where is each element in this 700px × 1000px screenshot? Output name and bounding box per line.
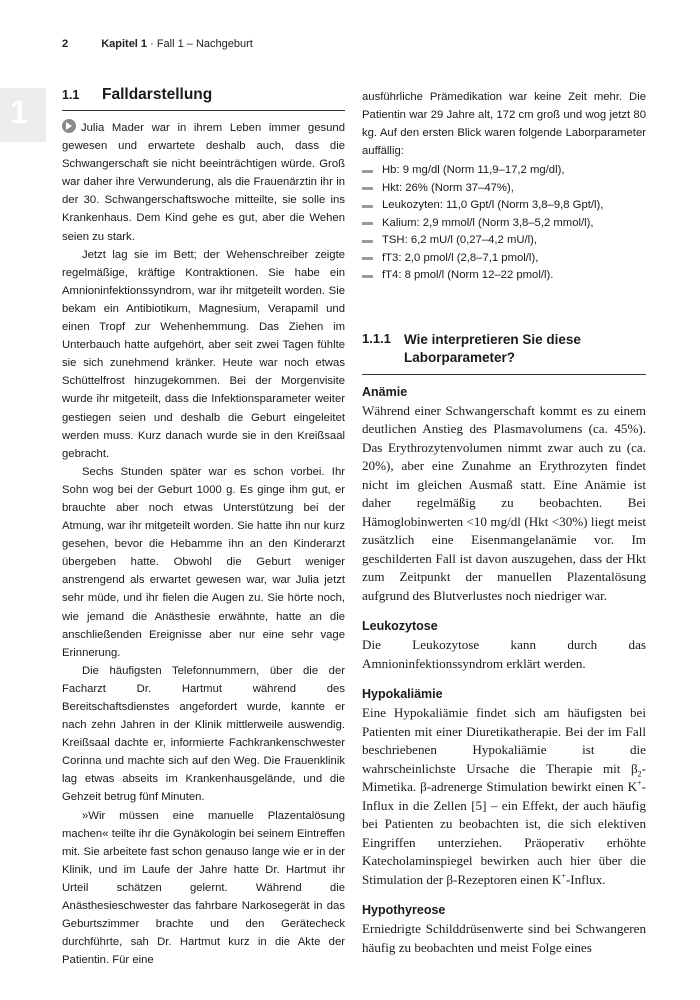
text-segment: Eine Hypokaliämie findet sich am häufigsten bei Patienten mit einer Diuretikatherapie. Bei der im Fall beschriebenen Hypokaliämie ist die wahrscheinlichste Ursache die Therapie mit β <box>362 705 646 776</box>
dash-bullet-icon <box>362 222 373 225</box>
lab-values-list <box>362 162 646 285</box>
dash-bullet-icon <box>362 275 373 278</box>
lab-value-hkt: Hkt: 26% (Norm 37–47%), <box>382 181 514 194</box>
lab-value-kalium: Kalium: 2,9 mmol/l (Norm 3,8–5,2 mmol/l), <box>382 216 594 229</box>
list-item <box>362 197 646 215</box>
text-segment: -Influx in die Zellen [5] – ein Effekt, der auch häufig bei Patienten zu beobachten ist, die sich elektiven Eingriffen unterziehen. Präoperativ erhöhte Katecholaminspiegel bewirken auch hier über die Stimulation der β-Rezeptoren einen K <box>362 779 646 887</box>
lab-value-hb: Hb: 9 mg/dl (Norm 11,9–17,2 mg/dl), <box>382 164 565 177</box>
superscript: + <box>561 871 566 881</box>
subsection-heading <box>362 331 646 375</box>
play-arrow-icon <box>62 119 76 133</box>
section-number: 1.1 <box>62 88 80 102</box>
topic-text-hypokalaemie <box>362 704 646 889</box>
topic-heading-leukozytose: Leukozytose <box>362 619 438 634</box>
chapter-tab-number: 1 <box>10 94 28 130</box>
case-paragraph: Die häufigsten Telefonnummern, über die der Facharzt Dr. Hartmut während des Bereitschaftsdienstes angefordert wurde, kannte er nach zehn Jahren in der Klinik mittlerweile auswendig. Kreißsaal dachte er, informierte Fachkrankenschwester Corinna und machte sich auf den Weg. Die Frauenklinik lag etwas abseits im Krankenhausgelände, und die Gehzeit betrug fünf Minuten. <box>62 664 345 804</box>
right-column <box>362 88 646 957</box>
case-label: Fall 1 – Nachgeburt <box>156 38 253 50</box>
subscript: 2 <box>637 769 642 779</box>
list-item <box>362 162 646 180</box>
dash-bullet-icon <box>362 187 373 190</box>
topic-text-anaemie: Während einer Schwangerschaft kommt es zu einem deutlichen Anstieg des Plasmavolumens (ca. 45%). Das Erythrozytenvolumen nimmt zwar auch zu (ca. 20%), aber eine Zunahme an Erythrozyten findet nicht im gleichen Ausmaß statt. Eine Anämie ist daher regelmäßig zu beobachten. Bei Hämoglobinwerten <10 mg/dl (Hkt <30%) liegt meist zusätzlich eine Eisenmangelanämie vor. Im geschilderten Fall ist davon auszugehen, dass der Hkt zum Zeitpunkt der manuellen Plazentalösung aufgrund des Blutverlustes noch niedriger war. <box>362 402 646 603</box>
list-item <box>362 267 646 285</box>
lab-value-tsh: TSH: 6,2 mU/l (0,27–4,2 mU/l), <box>382 234 538 247</box>
header-separator: · <box>147 38 157 50</box>
dash-bullet-icon <box>362 205 373 208</box>
case-paragraph <box>62 119 345 246</box>
chapter-tab <box>0 88 46 142</box>
subsection-number: 1.1.1 <box>362 330 391 346</box>
text-segment: -Mimetika. β-adrenerge Stimulation bewirkt einen K <box>362 760 646 795</box>
list-item <box>362 180 646 198</box>
topic-heading-hypokalaemie: Hypokaliämie <box>362 687 443 702</box>
case-paragraph: Sechs Stunden später war es schon vorbei. Ihr Sohn wog bei der Geburt 1000 g. Es ginge ihm gut, er brauchte aber noch etwas Unterstützung bei der Atmung, war ihr mitgeteilt worden. Sie hatte ihn nur kurz gesehen, bevor die Hebamme ihn an den Kinderarzt übergeben hatte. Obwohl die Geburt weniger anstrengend als erwartet gewesen war, war Julia jetzt sehr müde, und ihr fielen die Augen zu. Sie hörte noch, wie jemand die Anästhesie erwähnte, hatte an die anschließenden Ereignisse aber nur eine sehr vage Erinnerung. <box>62 465 345 659</box>
lab-value-leukozyten: Leukozyten: 11,0 Gpt/l (Norm 3,8–9,8 Gpt/l), <box>382 199 604 212</box>
case-paragraph: »Wir müssen eine manuelle Plazentalösung machen« teilte ihr die Gynäkologin bei seinem Eintreffen mit. Sie arbeitete fast schon genauso lange wie er in der Klinik, und im Laufe der Jahre hatte Dr. Hartmut ihr Urteil schätzen gelernt. Während die Anästhesieschwester das fahrbare Narkosegerät in das Geburtszimmer brachte und den Gerätecheck durchführte, sah Dr. Hartmut kurz in die Akte der Patientin. Für eine <box>62 809 345 967</box>
list-item <box>362 232 646 250</box>
case-paragraph-text: Julia Mader war in ihrem Leben immer gesund gewesen und erwartete deshalb auch, dass die Schwangerschaft sie nicht beeinträchtigen würde. Groß war daher ihre Verwunderung, als die Frauenärztin ihr in der 30. Schwangerschaftswoche mitteilte, sie solle ins Krankenhaus. Dem Kind gehe es gut, aber die Wehen seien zu stark. <box>62 122 345 243</box>
topic-text-hypothyreose: Erniedrigte Schilddrüsenwerte sind bei Schwangeren häufig zu beobachten und meist Folge eines <box>362 921 646 955</box>
topic-heading-anaemie: Anämie <box>362 384 408 399</box>
page-number: 2 <box>62 38 69 50</box>
case-paragraph-continued: ausführliche Prämedikation war keine Zeit mehr. Die Patientin war 29 Jahre alt, 172 cm groß und wog jetzt 80 kg. Auf den ersten Blick waren folgende Laborparameter auffällig: <box>362 91 646 158</box>
dash-bullet-icon <box>362 170 373 173</box>
left-column <box>62 86 345 969</box>
list-item <box>362 250 646 268</box>
chapter-label: Kapitel 1 <box>101 38 148 50</box>
lab-value-ft4: fT4: 8 pmol/l (Norm 12–22 pmol/l). <box>382 269 554 282</box>
section-heading <box>62 86 345 111</box>
superscript: + <box>637 779 642 789</box>
topic-heading-hypothyreose: Hypothyreose <box>362 903 446 918</box>
text-segment: -Influx. <box>565 871 606 887</box>
list-item <box>362 215 646 233</box>
running-header <box>62 38 253 50</box>
subsection-title: Wie interpretieren Sie diese Laborparameter? <box>404 331 581 365</box>
dash-bullet-icon <box>362 240 373 243</box>
dash-bullet-icon <box>362 257 373 260</box>
topic-text-leukozytose: Die Leukozytose kann durch das Amnioninfektionssyndrom erklärt werden. <box>362 637 646 671</box>
section-title: Falldarstellung <box>102 86 213 103</box>
case-paragraph: Jetzt lag sie im Bett; der Wehenschreiber zeigte regelmäßige, kräftige Kontraktionen. Sie habe ein Amnioninfektionssyndrom, war ihr mitgeteilt worden. Sie bekam ein Antibiotikum, Magnesium, Verapamil und einen Tropf zur Wehenhemmung. Das Ziehen im Unterbauch hatte aufgehört, aber seit zwei Tagen fühlte sie sich zunehmend kränker. Heute war noch etwas Schüttelfrost hinzugekommen. Bei der Morgenvisite wurde ihr mitgeteilt, dass die Infektionsparameter weiter gestiegen seien und deshalb die Geburt eingeleitet werden muss. Kurz danach wurde sie in den Kreißsaal gebracht. <box>62 248 345 460</box>
lab-value-ft3: fT3: 2,0 pmol/l (2,8–7,1 pmol/l), <box>382 251 539 264</box>
